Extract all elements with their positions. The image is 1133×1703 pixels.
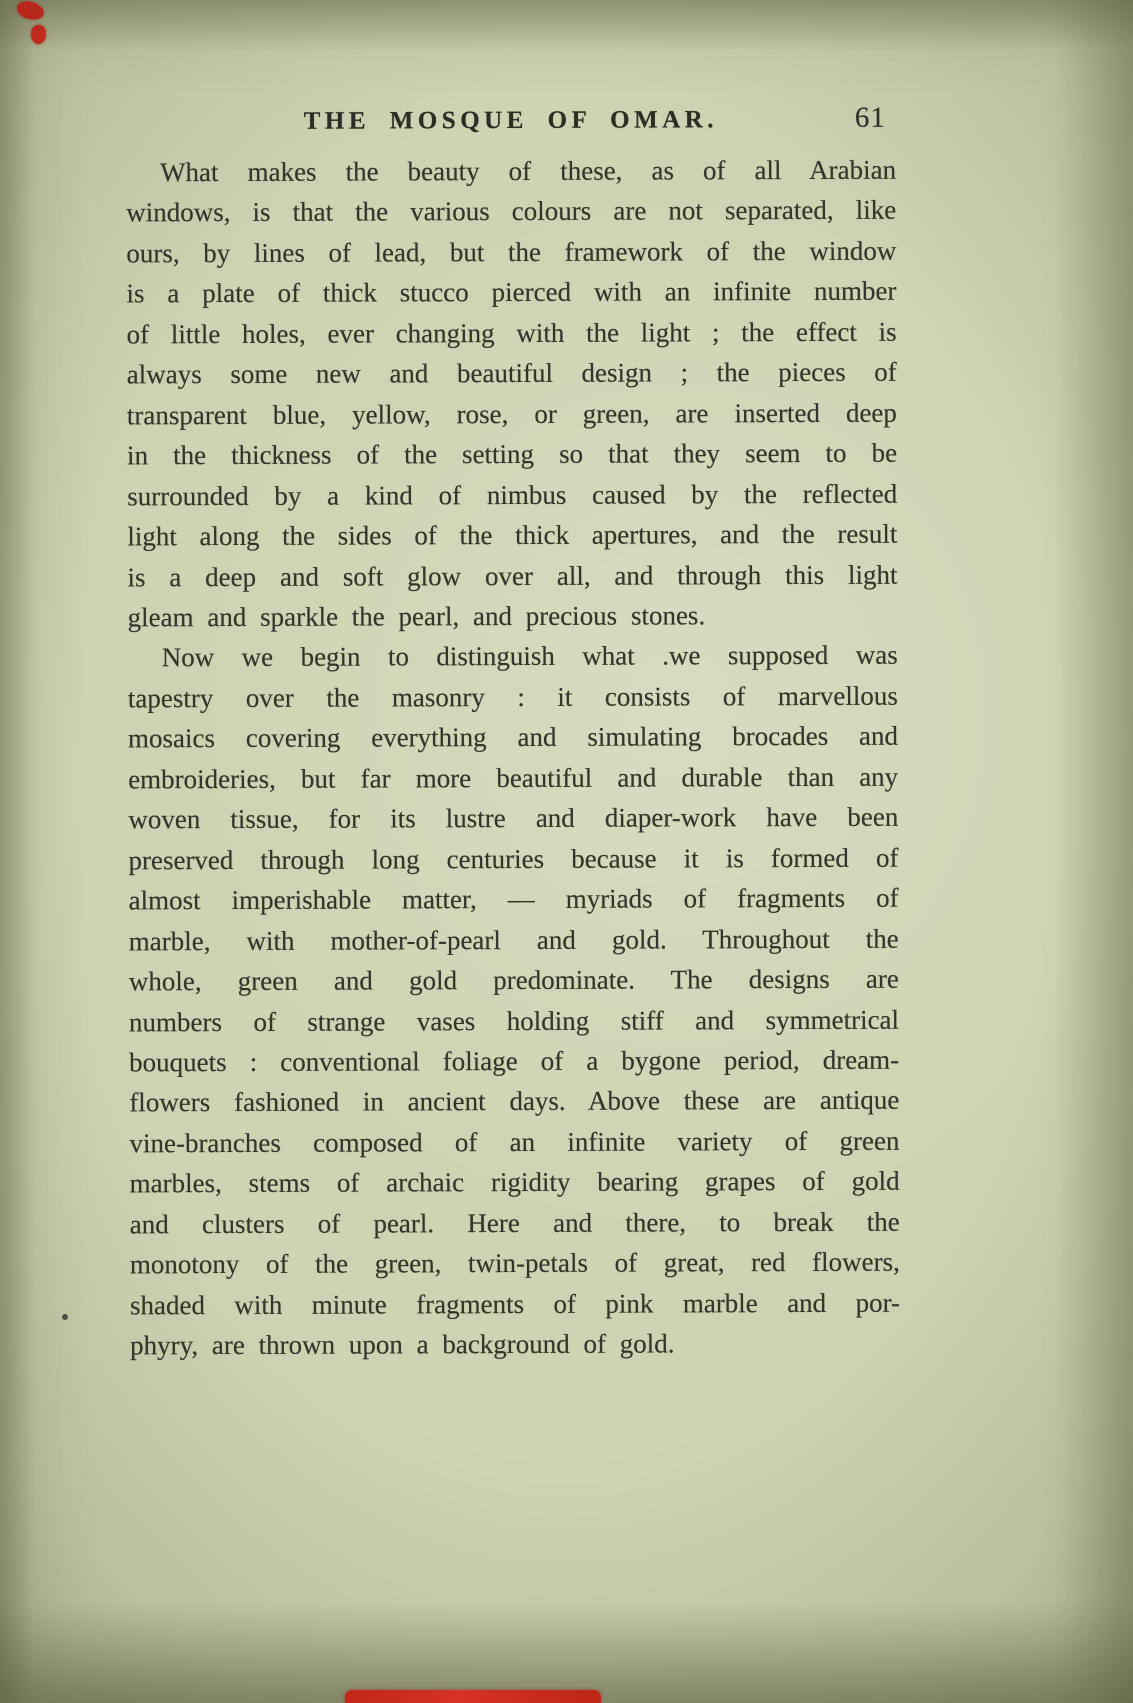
text-line: is a deep and soft glow over all, and through this light [127, 559, 898, 592]
text-line: light along the sides of the thick apertures, and the result [127, 518, 898, 552]
red-tape-mark-icon [16, 0, 46, 22]
text-block [126, 150, 900, 1366]
text-line: marble, with mother-of-pearl and gold. Throughout the [128, 923, 899, 956]
text-line: of little holes, ever changing with the light ; the effect is [126, 316, 897, 350]
text-line: embroideries, but far more beautiful and durable than any [128, 761, 899, 795]
text-line: bouquets : conventional foliage of a bygone period, dream- [129, 1044, 900, 1078]
text-line: monotony of the green, twin-petals of great, red flowers, [129, 1246, 900, 1280]
text-line: windows, is that the various colours are not separated, like [126, 195, 897, 228]
text-line: almost imperishable matter, — myriads of fragments of [128, 882, 899, 916]
text-line: preserved through long centuries because it is formed of [128, 842, 899, 876]
text-line: Now we begin to distinguish what .we supposed was [161, 640, 898, 673]
text-line: gleam and sparkle the pearl, and precious stones. [127, 600, 706, 633]
text-line: flowers fashioned in ancient days. Above these are antique [129, 1085, 900, 1118]
text-line: woven tissue, for its lustre and diaper-work have been [128, 801, 899, 835]
text-line: mosaics covering everything and simulating brocades and [127, 720, 899, 754]
text-line: in the thickness of the setting so that they seem to be [126, 437, 898, 471]
ink-speck-icon [62, 1314, 68, 1320]
text-line: marbles, stems of archaic rigidity bearing grapes of gold [129, 1165, 900, 1199]
page-header [126, 99, 896, 144]
text-line: is a plate of thick stucco pierced with an infinite number [126, 276, 897, 309]
red-tape-mark-icon [30, 24, 47, 45]
text-line: vine-branches composed of an infinite variety of green [129, 1125, 900, 1159]
text-line: and clusters of pearl. Here and there, to break the [129, 1206, 900, 1240]
text-line: numbers of strange vases holding stiff and symmetrical [128, 1004, 900, 1037]
text-line: tapestry over the masonry : it consists of marvellous [127, 680, 898, 714]
text-line: What makes the beauty of these, as of all Arabian [159, 154, 897, 188]
text-line: transparent blue, yellow, rose, or green, are inserted deep [126, 397, 897, 431]
text-line: shaded with minute fragments of pink marble and por- [129, 1287, 901, 1321]
text-line: phyry, are thrown upon a background of gold. [130, 1328, 675, 1361]
paragraph [128, 635, 901, 1366]
text-line: surrounded by a kind of nimbus caused by the reflected [127, 478, 898, 511]
paragraph [126, 150, 898, 638]
page-number: 61 [854, 101, 886, 134]
red-strip-mark-icon [345, 1690, 601, 1703]
text-column [126, 99, 900, 1366]
running-title: THE MOSQUE OF OMAR. [303, 106, 719, 135]
text-line: always some new and beautiful design ; the pieces of [126, 356, 897, 390]
text-line: ours, by lines of lead, but the framework of the window [126, 235, 897, 269]
text-line: whole, green and gold predominate. The designs are [128, 963, 899, 997]
